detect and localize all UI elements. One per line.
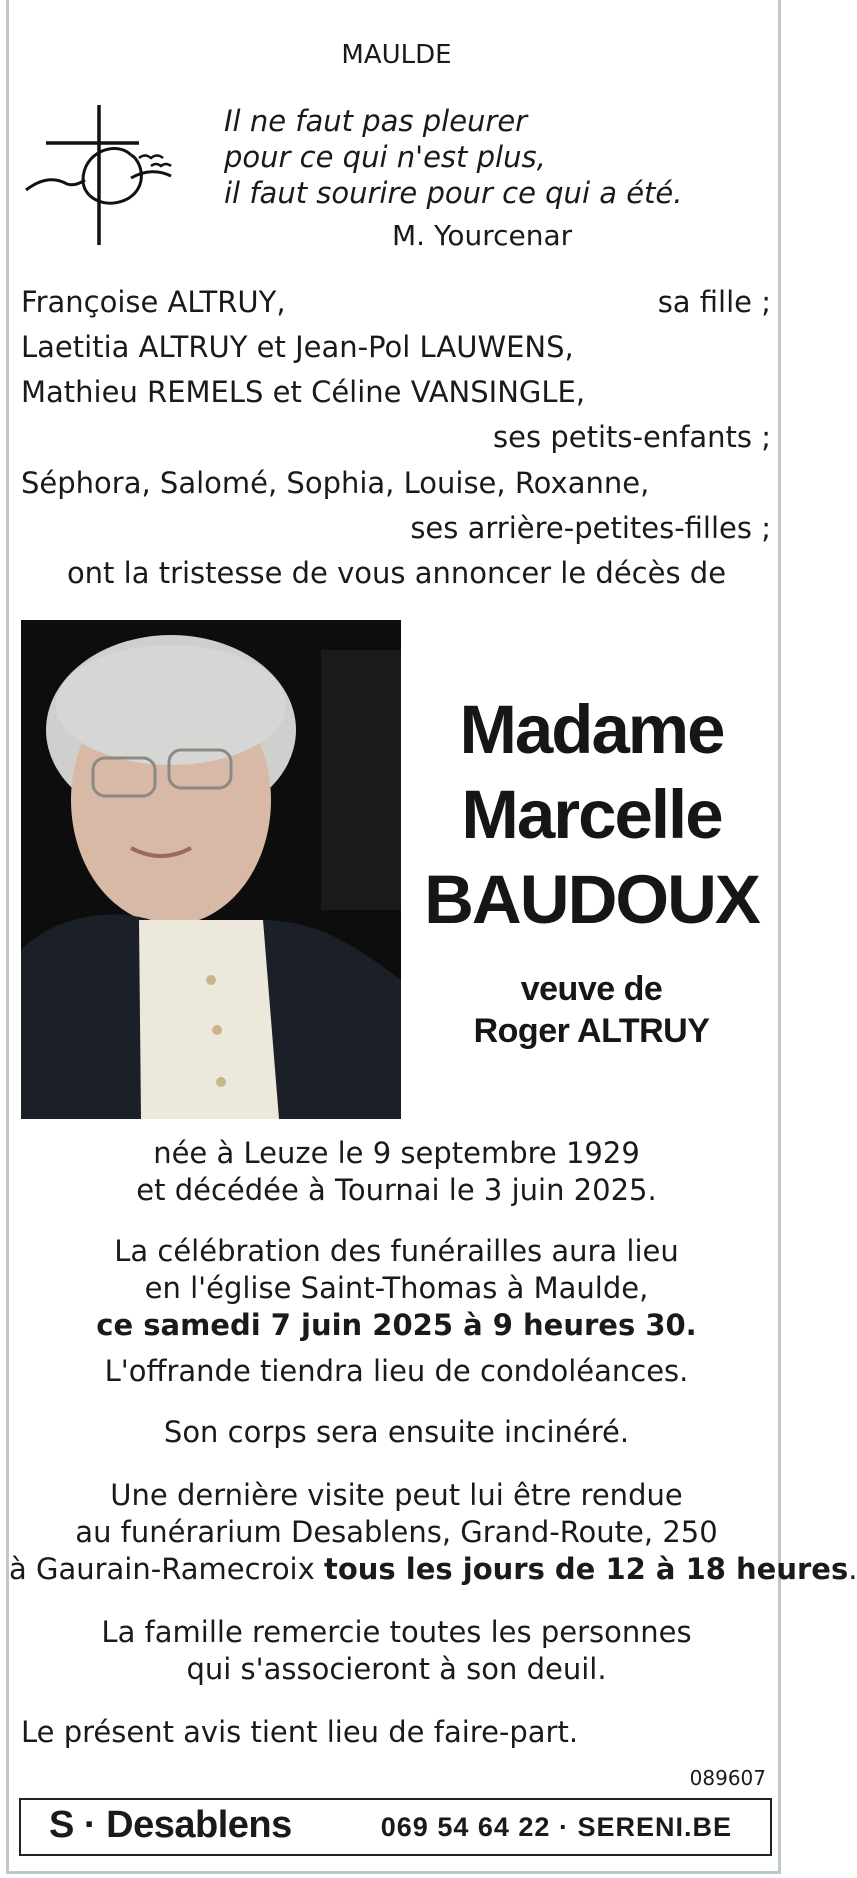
cross-sun-bird-icon [21,100,181,250]
ceremony-date: ce samedi 7 juin 2025 à 9 heures 30. [96,1308,697,1342]
website: SERENI.BE [577,1812,732,1842]
funeral-home-banner [19,1798,772,1856]
quote-author: M. Yourcenar [392,219,573,252]
family-line-grandchild-1: Laetitia ALTRUY et Jean-Pol LAUWENS, [21,330,574,364]
deceased-last-name: BAUDOUX [424,861,759,938]
phone-number: 069 54 64 22 [380,1812,551,1842]
thanks-line-1: La famille remercie toutes les personnes [101,1615,692,1649]
visit-hours: tous les jours de 12 à 18 heures [324,1552,849,1586]
family-line-grandchild-2: Mathieu REMELS et Céline VANSINGLE, [21,375,586,409]
visit-period: . [848,1552,857,1586]
portrait-illustration [21,620,401,1119]
quote [224,103,682,211]
spouse-name: Roger ALTRUY [473,1012,710,1050]
visit-line-3 [9,1552,857,1586]
quote-line: il faut sourire pour ce qui a été. [224,176,683,210]
funeral-home-logo [49,1804,292,1847]
location-heading: MAULDE [341,40,452,70]
reference-number: 089607 [689,1766,766,1790]
obituary-notice [6,0,857,1874]
visit-line-1: Une dernière visite peut lui être rendue [110,1478,683,1512]
visit-line-2: au funérarium Desablens, Grand-Route, 250 [75,1515,718,1549]
grandchildren-role: ses petits-enfants ; [493,420,771,454]
announcement-intro: ont la tristesse de vous annoncer le décès de [66,556,727,590]
death-info: et décédée à Tournai le 3 juin 2025. [136,1173,657,1207]
family-line-daughter [21,285,771,319]
daughter-role: sa fille ; [657,285,771,319]
funeral-home-contact [381,1812,732,1843]
visit-place: à Gaurain-Ramecroix [9,1552,315,1586]
widow-of-label: veuve de [520,970,663,1008]
thanks-line-2: qui s'associeront à son deuil. [186,1652,607,1686]
daughter-name: Françoise ALTRUY, [21,285,286,319]
contact-separator: · [558,1812,569,1842]
deceased-first-name: Marcelle [461,776,722,853]
birth-info: née à Leuze le 9 septembre 1929 [153,1136,640,1170]
great-grandchildren-role: ses arrière-petites-filles ; [410,511,771,545]
brand-letter: S [49,1804,74,1846]
ceremony-line-2: en l'église Saint-Thomas à Maulde, [144,1271,649,1305]
family-line-great-grandchildren: Séphora, Salomé, Sophia, Louise, Roxanne, [21,466,650,500]
cremation-note: Son corps sera ensuite incinéré. [163,1415,630,1449]
quote-line: pour ce qui n'est plus, [224,140,546,174]
deceased-title: Madame [459,691,724,768]
brand-dot: · [83,1804,97,1846]
offering-note: L'offrande tiendra lieu de condoléances. [104,1354,689,1388]
portrait-photo [21,620,401,1119]
ceremony-line-1: La célébration des funérailles aura lieu [114,1234,679,1268]
brand-name: Desablens [106,1804,292,1846]
notice-text: Le présent avis tient lieu de faire-part. [21,1715,579,1749]
quote-line: Il ne faut pas pleurer [224,104,528,138]
